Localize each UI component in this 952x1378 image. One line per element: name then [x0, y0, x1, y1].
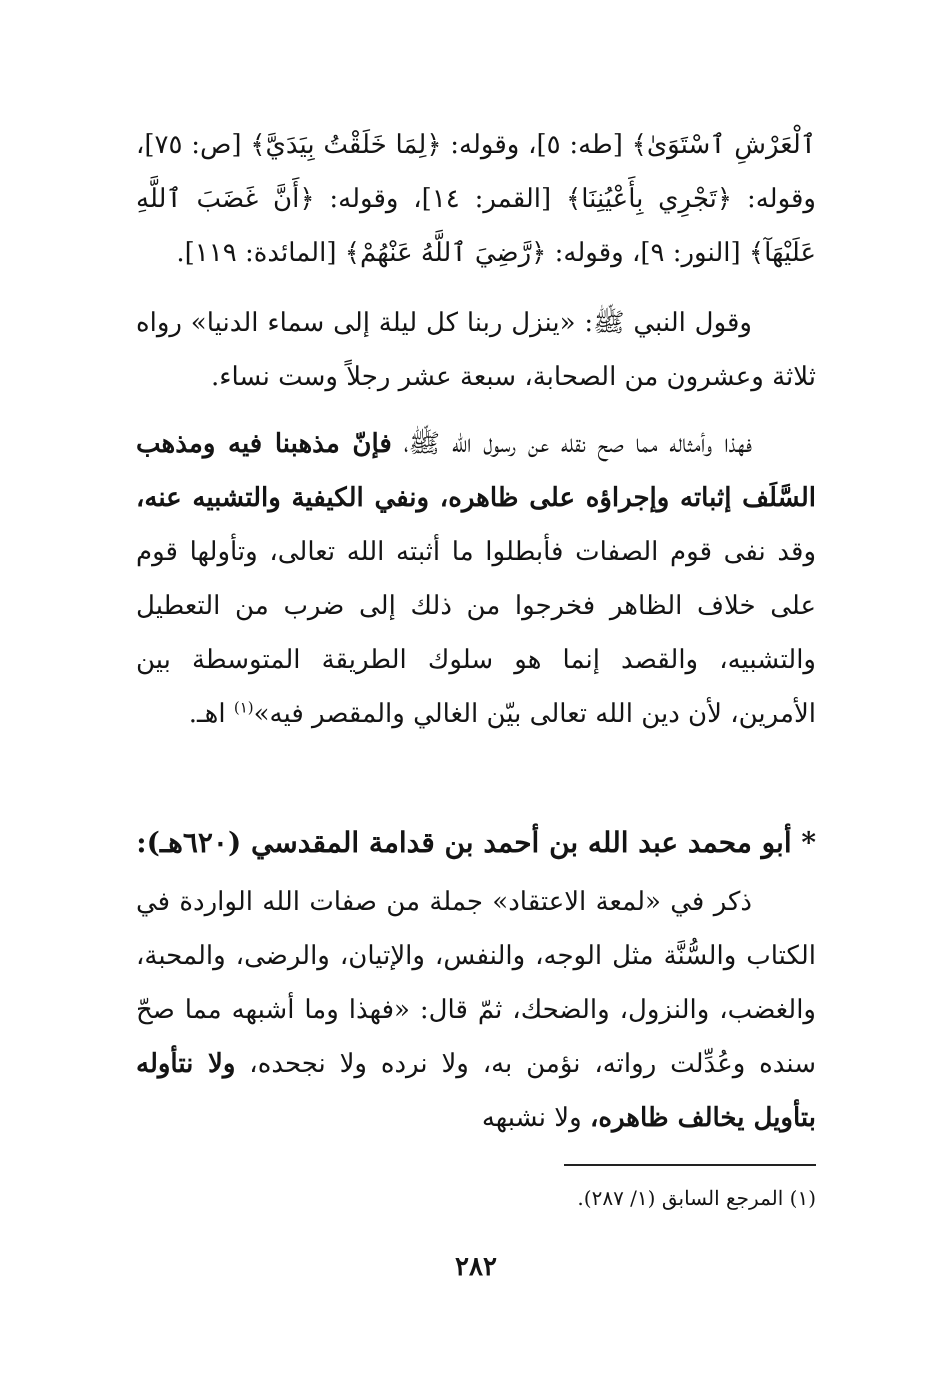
paragraph-hadith	[136, 296, 816, 404]
paragraph-salaf-doctrine	[136, 417, 816, 741]
bold-emphasis: فإنّ مذهبنا فيه ومذهب السَّلَف إثباته وإجراؤه على ظاهره، ونفي الكيفية والتشبيه عنه،	[136, 429, 816, 513]
page-number: ٢٨٢	[455, 1252, 497, 1282]
paragraph-text-start: فهذا وأمثاله مما صح نقله عن رسول الله ﷺ،	[391, 429, 753, 459]
paragraph-text-end: ولا نشبهه	[481, 1103, 590, 1133]
hadith-text: وقول النبي ﷺ: «ينزل ربنا كل ليلة إلى سماء الدنيا» رواه ثلاثة وعشرون من الصحابة، سبعة عشر رجلاً وست نساء.	[136, 308, 816, 392]
paragraph-quran-verses	[136, 118, 816, 280]
bold-emphasis: ولا نتأوله بتأويل يخالف ظاهره،	[136, 1049, 816, 1133]
paragraph-text-start: ذكر في «لمعة الاعتقاد» جملة من صفات الله الواردة في الكتاب والسُّنَّة مثل الوجه، والنفس، والإتيان، والرضى، والمحبة، والغضب، والنزول، والضحك، ثمّ قال: «فهذا وما أشبهه مما صحّ سنده وعُدِّلت رواته، نؤمن به، ولا نرده ولا نجحده،	[136, 887, 817, 1079]
paragraph-text-end: اهـ.	[188, 699, 234, 729]
footnote-divider	[564, 1164, 816, 1166]
section-heading: * أبو محمد عبد الله بن أحمد بن قدامة المقدسي (٦٢٠هـ):	[136, 826, 816, 859]
paragraph-text-continued: وقد نفى قوم الصفات فأبطلوا ما أثبته الله تعالى، وتأولها قوم على خلاف الظاهر فخرجوا من ذلك إلى ضرب من التعطيل والتشبيه، والقصد إنما هو سلوك الطريقة المتوسطة بين الأمرين، لأن دين الله تعالى بيّن الغالي والمقصر فيه»	[136, 537, 816, 729]
quran-verses-text: ٱلْعَرْشِ ٱسْتَوَىٰ﴾ [طه: ٥]، وقوله: ﴿لِمَا خَلَقْتُ بِيَدَيَّ﴾ [ص: ٧٥]، وقوله: ﴿تَجْرِي بِأَعْيُنِنَا﴾ [القمر: ١٤]، وقوله: ﴿أَنَّ غَضَبَ ٱللَّهِ عَلَيْهَآ﴾ [النور: ٩]، وقوله: ﴿رَّضِيَ ٱللَّهُ عَنْهُمْ﴾ [المائدة: ١١٩].	[136, 130, 816, 268]
footnote: (١) المرجع السابق (١/ ٢٨٧).	[577, 1186, 816, 1210]
footnote-reference: (١)	[233, 698, 254, 717]
paragraph-lumat-al-itiqad	[136, 875, 816, 1145]
